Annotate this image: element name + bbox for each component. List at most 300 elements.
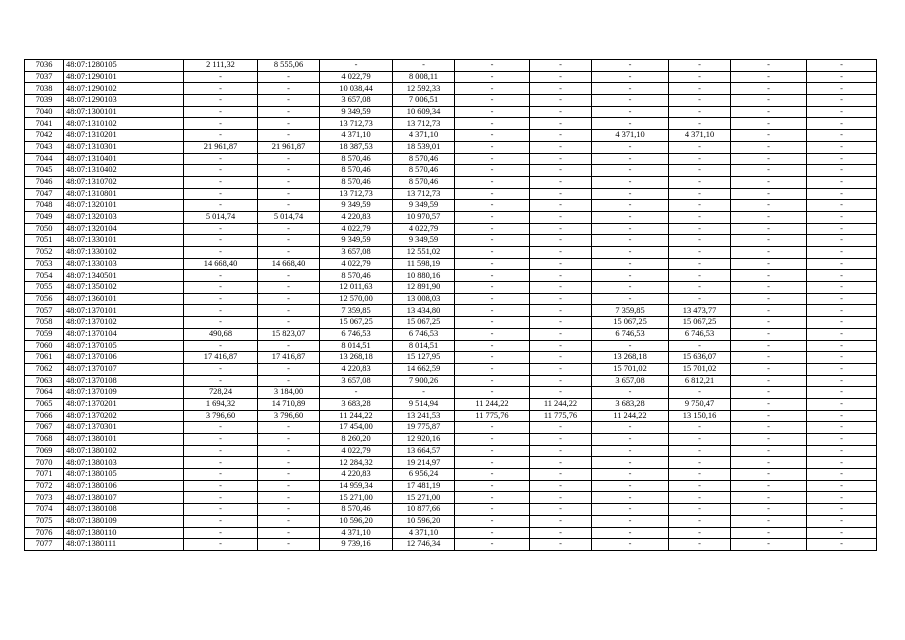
cell-col-6: 10 877,66 <box>393 504 455 516</box>
cell-col-10: 4 371,10 <box>669 130 731 142</box>
cell-col-12: - <box>807 363 877 375</box>
cell-col-8: - <box>530 317 592 329</box>
cell-col-7: 11 244,22 <box>455 398 530 410</box>
cell-col-10: 15 701,02 <box>669 363 731 375</box>
cell-col-4: 3 796,60 <box>258 410 320 422</box>
cell-col-5: 10 038,44 <box>320 83 393 95</box>
cell-col-9: - <box>592 95 669 107</box>
cell-cadastral-number: 48:07:1340501 <box>64 270 184 282</box>
cell-col-6: 13 664,57 <box>393 445 455 457</box>
cell-cadastral-number: 48:07:1310702 <box>64 176 184 188</box>
cell-col-10: 13 473,77 <box>669 305 731 317</box>
table-row <box>25 83 877 95</box>
cell-cadastral-number: 48:07:1370201 <box>64 398 184 410</box>
cell-col-4: 14 668,40 <box>258 258 320 270</box>
cell-col-7: - <box>455 445 530 457</box>
cell-cadastral-number: 48:07:1310401 <box>64 153 184 165</box>
cell-col-12: - <box>807 176 877 188</box>
cell-col-9: - <box>592 200 669 212</box>
cell-cadastral-number: 48:07:1320104 <box>64 223 184 235</box>
cell-col-12: - <box>807 200 877 212</box>
cell-col-8: - <box>530 363 592 375</box>
cell-col-5: 9 739,16 <box>320 539 393 551</box>
cell-col-5: 14 959,34 <box>320 480 393 492</box>
cell-col-10: - <box>669 60 731 72</box>
cell-col-8: - <box>530 130 592 142</box>
cell-col-12: - <box>807 515 877 527</box>
cell-cadastral-number: 48:07:1380106 <box>64 480 184 492</box>
cell-col-10: - <box>669 480 731 492</box>
cell-col-11: - <box>731 293 807 305</box>
table-row <box>25 282 877 294</box>
cell-col-8: - <box>530 352 592 364</box>
cell-col-10: - <box>669 340 731 352</box>
cell-col-9: - <box>592 445 669 457</box>
cell-col-11: - <box>731 165 807 177</box>
cell-col-3: - <box>184 317 258 329</box>
cell-col-3: - <box>184 340 258 352</box>
cell-col-11: - <box>731 352 807 364</box>
cell-col-6: 13 008,03 <box>393 293 455 305</box>
cell-col-10: 6 812,21 <box>669 375 731 387</box>
cell-col-4: - <box>258 363 320 375</box>
cell-cadastral-number: 48:07:1330103 <box>64 258 184 270</box>
table-row <box>25 247 877 259</box>
cell-col-6: 8 570,46 <box>393 153 455 165</box>
table-row <box>25 165 877 177</box>
cell-col-11: - <box>731 200 807 212</box>
cell-col-4: - <box>258 492 320 504</box>
cell-col-9: - <box>592 270 669 282</box>
cell-col-11: - <box>731 410 807 422</box>
cell-col-6: 12 592,33 <box>393 83 455 95</box>
cell-cadastral-number: 48:07:1370104 <box>64 328 184 340</box>
cell-col-9: 15 701,02 <box>592 363 669 375</box>
cell-col-5: 12 011,63 <box>320 282 393 294</box>
cell-col-4: - <box>258 434 320 446</box>
cell-col-7: - <box>455 422 530 434</box>
cell-col-4: - <box>258 200 320 212</box>
cell-col-7: - <box>455 469 530 481</box>
cell-col-4: - <box>258 340 320 352</box>
cell-col-10: - <box>669 247 731 259</box>
table-row <box>25 200 877 212</box>
table-row <box>25 176 877 188</box>
cell-col-12: - <box>807 504 877 516</box>
cell-cadastral-number: 48:07:1330102 <box>64 247 184 259</box>
table-row <box>25 270 877 282</box>
cell-col-6: - <box>393 387 455 399</box>
table-body <box>25 60 877 551</box>
table-row <box>25 130 877 142</box>
cell-cadastral-number: 48:07:1290101 <box>64 71 184 83</box>
table-row <box>25 445 877 457</box>
cell-row-number: 7077 <box>25 539 64 551</box>
cell-col-10: - <box>669 422 731 434</box>
cell-col-7: - <box>455 305 530 317</box>
cell-row-number: 7041 <box>25 118 64 130</box>
cell-cadastral-number: 48:07:1310402 <box>64 165 184 177</box>
cell-col-12: - <box>807 445 877 457</box>
cell-col-10: - <box>669 211 731 223</box>
cell-col-5: 9 349,59 <box>320 106 393 118</box>
table-row <box>25 434 877 446</box>
table-row <box>25 223 877 235</box>
cell-col-11: - <box>731 71 807 83</box>
cell-col-11: - <box>731 340 807 352</box>
table-row <box>25 410 877 422</box>
cell-col-6: - <box>393 60 455 72</box>
cell-col-10: - <box>669 387 731 399</box>
cell-cadastral-number: 48:07:1310201 <box>64 130 184 142</box>
cell-col-7: - <box>455 71 530 83</box>
cell-col-7: - <box>455 223 530 235</box>
cell-col-8: - <box>530 118 592 130</box>
cell-col-10: - <box>669 223 731 235</box>
cell-col-8: - <box>530 176 592 188</box>
cell-col-12: - <box>807 340 877 352</box>
cell-cadastral-number: 48:07:1380108 <box>64 504 184 516</box>
cell-cadastral-number: 48:07:1370301 <box>64 422 184 434</box>
cell-row-number: 7044 <box>25 153 64 165</box>
cell-col-9: - <box>592 469 669 481</box>
cell-col-6: 15 127,95 <box>393 352 455 364</box>
cell-col-6: 19 214,97 <box>393 457 455 469</box>
cell-col-10: - <box>669 153 731 165</box>
cell-col-4: - <box>258 188 320 200</box>
cell-col-4: 21 961,87 <box>258 141 320 153</box>
cell-col-5: 4 022,79 <box>320 223 393 235</box>
cell-col-12: - <box>807 247 877 259</box>
cell-col-6: 13 712,73 <box>393 188 455 200</box>
cell-col-4: - <box>258 515 320 527</box>
cell-row-number: 7043 <box>25 141 64 153</box>
cell-row-number: 7070 <box>25 457 64 469</box>
cell-col-5: 3 657,08 <box>320 95 393 107</box>
cell-cadastral-number: 48:07:1360101 <box>64 293 184 305</box>
cell-col-7: - <box>455 539 530 551</box>
cell-col-9: - <box>592 141 669 153</box>
cell-col-3: - <box>184 422 258 434</box>
cell-col-5: 12 284,32 <box>320 457 393 469</box>
cell-col-3: 17 416,87 <box>184 352 258 364</box>
cell-row-number: 7061 <box>25 352 64 364</box>
cell-row-number: 7045 <box>25 165 64 177</box>
cell-col-6: 4 371,10 <box>393 130 455 142</box>
cell-col-7: - <box>455 387 530 399</box>
cell-col-5: 8 570,46 <box>320 165 393 177</box>
cell-col-9: - <box>592 492 669 504</box>
cell-col-5: 9 349,59 <box>320 200 393 212</box>
cell-col-12: - <box>807 223 877 235</box>
cell-col-8: - <box>530 492 592 504</box>
cell-col-7: - <box>455 352 530 364</box>
cell-col-6: 12 551,02 <box>393 247 455 259</box>
cell-col-3: - <box>184 83 258 95</box>
cell-col-11: - <box>731 106 807 118</box>
cell-col-9: - <box>592 434 669 446</box>
cell-col-12: - <box>807 235 877 247</box>
cell-row-number: 7068 <box>25 434 64 446</box>
cell-col-6: 4 022,79 <box>393 223 455 235</box>
cell-col-7: - <box>455 492 530 504</box>
cell-cadastral-number: 48:07:1380103 <box>64 457 184 469</box>
cell-col-8: - <box>530 95 592 107</box>
cell-col-4: 17 416,87 <box>258 352 320 364</box>
cell-col-3: - <box>184 200 258 212</box>
cell-col-4: - <box>258 422 320 434</box>
cell-col-11: - <box>731 445 807 457</box>
cell-col-3: - <box>184 188 258 200</box>
cell-col-4: - <box>258 83 320 95</box>
cell-col-12: - <box>807 118 877 130</box>
table-row <box>25 492 877 504</box>
cell-cadastral-number: 48:07:1310801 <box>64 188 184 200</box>
cell-col-3: - <box>184 106 258 118</box>
cell-col-6: 7 006,51 <box>393 95 455 107</box>
cell-cadastral-number: 48:07:1380110 <box>64 527 184 539</box>
cell-col-6: 6 746,53 <box>393 328 455 340</box>
cell-col-12: - <box>807 352 877 364</box>
cell-col-4: - <box>258 223 320 235</box>
cell-col-8: - <box>530 282 592 294</box>
table-row <box>25 527 877 539</box>
cell-col-8: - <box>530 515 592 527</box>
cell-col-7: - <box>455 130 530 142</box>
cell-col-5: 4 220,83 <box>320 211 393 223</box>
cell-col-10: - <box>669 282 731 294</box>
table-row <box>25 328 877 340</box>
cell-col-10: - <box>669 469 731 481</box>
table-row <box>25 515 877 527</box>
cell-col-12: - <box>807 188 877 200</box>
cell-col-4: - <box>258 317 320 329</box>
cell-col-9: - <box>592 165 669 177</box>
cell-col-7: - <box>455 375 530 387</box>
cell-col-9: - <box>592 422 669 434</box>
cell-col-12: - <box>807 375 877 387</box>
cell-col-8: - <box>530 504 592 516</box>
cell-col-8: - <box>530 83 592 95</box>
cell-col-5: 8 570,46 <box>320 153 393 165</box>
cell-col-9: 15 067,25 <box>592 317 669 329</box>
cell-col-7: - <box>455 270 530 282</box>
cell-cadastral-number: 48:07:1370106 <box>64 352 184 364</box>
table-row <box>25 153 877 165</box>
cell-row-number: 7071 <box>25 469 64 481</box>
cell-row-number: 7072 <box>25 480 64 492</box>
cell-col-7: - <box>455 457 530 469</box>
table-row <box>25 141 877 153</box>
cell-row-number: 7036 <box>25 60 64 72</box>
cell-col-12: - <box>807 492 877 504</box>
cell-col-3: - <box>184 223 258 235</box>
cell-col-4: - <box>258 527 320 539</box>
cell-row-number: 7058 <box>25 317 64 329</box>
table-row <box>25 457 877 469</box>
data-table <box>24 59 877 551</box>
table-row <box>25 352 877 364</box>
cell-col-4: 8 555,06 <box>258 60 320 72</box>
cell-col-10: - <box>669 118 731 130</box>
cell-col-7: - <box>455 83 530 95</box>
cell-col-9: - <box>592 480 669 492</box>
cell-col-6: 12 746,34 <box>393 539 455 551</box>
cell-col-10: - <box>669 434 731 446</box>
cell-col-3: 5 014,74 <box>184 211 258 223</box>
cell-col-5: 10 596,20 <box>320 515 393 527</box>
cell-row-number: 7040 <box>25 106 64 118</box>
cell-cadastral-number: 48:07:1350102 <box>64 282 184 294</box>
cell-col-9: - <box>592 223 669 235</box>
cell-col-3: - <box>184 539 258 551</box>
cell-row-number: 7039 <box>25 95 64 107</box>
cell-col-11: - <box>731 317 807 329</box>
cell-col-5: 4 220,83 <box>320 469 393 481</box>
cell-col-4: - <box>258 539 320 551</box>
cell-row-number: 7046 <box>25 176 64 188</box>
cell-col-4: - <box>258 305 320 317</box>
cell-col-10: - <box>669 492 731 504</box>
cell-col-12: - <box>807 270 877 282</box>
cell-col-9: - <box>592 118 669 130</box>
cell-col-11: - <box>731 130 807 142</box>
cell-cadastral-number: 48:07:1370109 <box>64 387 184 399</box>
cell-col-9: - <box>592 106 669 118</box>
table-row <box>25 71 877 83</box>
cell-row-number: 7067 <box>25 422 64 434</box>
cell-col-11: - <box>731 176 807 188</box>
table-row <box>25 422 877 434</box>
cell-col-4: - <box>258 235 320 247</box>
cell-cadastral-number: 48:07:1310102 <box>64 118 184 130</box>
cell-col-12: - <box>807 305 877 317</box>
cell-col-7: - <box>455 106 530 118</box>
cell-col-5: 18 387,53 <box>320 141 393 153</box>
cell-col-7: - <box>455 504 530 516</box>
cell-col-11: - <box>731 504 807 516</box>
cell-col-11: - <box>731 188 807 200</box>
cell-col-6: 10 970,57 <box>393 211 455 223</box>
cell-col-10: - <box>669 293 731 305</box>
cell-col-4: - <box>258 176 320 188</box>
cell-col-5: 4 371,10 <box>320 527 393 539</box>
cell-col-12: - <box>807 539 877 551</box>
cell-col-8: - <box>530 188 592 200</box>
cell-col-3: - <box>184 71 258 83</box>
cell-col-4: - <box>258 504 320 516</box>
cell-cadastral-number: 48:07:1310301 <box>64 141 184 153</box>
cell-col-8: - <box>530 71 592 83</box>
cell-col-11: - <box>731 95 807 107</box>
cell-col-3: - <box>184 153 258 165</box>
cell-col-4: - <box>258 375 320 387</box>
cell-cadastral-number: 48:07:1380109 <box>64 515 184 527</box>
cell-col-3: - <box>184 457 258 469</box>
cell-col-4: 3 184,00 <box>258 387 320 399</box>
cell-row-number: 7054 <box>25 270 64 282</box>
cell-col-7: - <box>455 176 530 188</box>
cell-col-9: - <box>592 71 669 83</box>
cell-col-11: - <box>731 235 807 247</box>
cell-col-11: - <box>731 258 807 270</box>
cell-col-8: - <box>530 445 592 457</box>
cell-col-7: - <box>455 515 530 527</box>
cell-col-5: 7 359,85 <box>320 305 393 317</box>
cell-row-number: 7063 <box>25 375 64 387</box>
cell-row-number: 7074 <box>25 504 64 516</box>
cell-col-5: 13 268,18 <box>320 352 393 364</box>
cell-cadastral-number: 48:07:1300101 <box>64 106 184 118</box>
cell-col-9: 13 268,18 <box>592 352 669 364</box>
table-row <box>25 60 877 72</box>
cell-col-5: 4 022,79 <box>320 71 393 83</box>
cell-cadastral-number: 48:07:1380111 <box>64 539 184 551</box>
cell-col-5: 8 570,46 <box>320 504 393 516</box>
cell-col-7: - <box>455 211 530 223</box>
cell-col-8: - <box>530 235 592 247</box>
cell-row-number: 7053 <box>25 258 64 270</box>
cell-col-3: - <box>184 375 258 387</box>
cell-col-11: - <box>731 247 807 259</box>
table-row <box>25 188 877 200</box>
cell-col-8: - <box>530 469 592 481</box>
cell-col-12: - <box>807 422 877 434</box>
cell-col-11: - <box>731 539 807 551</box>
cell-col-3: 2 111,32 <box>184 60 258 72</box>
cell-col-10: - <box>669 71 731 83</box>
cell-col-9: - <box>592 258 669 270</box>
table-row <box>25 293 877 305</box>
cell-cadastral-number: 48:07:1380107 <box>64 492 184 504</box>
cell-col-12: - <box>807 410 877 422</box>
table-row <box>25 387 877 399</box>
cell-col-4: - <box>258 469 320 481</box>
cell-col-11: - <box>731 469 807 481</box>
cell-cadastral-number: 48:07:1370202 <box>64 410 184 422</box>
cell-col-9: - <box>592 282 669 294</box>
table-row <box>25 340 877 352</box>
cell-col-8: - <box>530 527 592 539</box>
table-row <box>25 363 877 375</box>
cell-col-4: 5 014,74 <box>258 211 320 223</box>
cell-col-4: 14 710,89 <box>258 398 320 410</box>
cell-col-10: - <box>669 95 731 107</box>
cell-col-3: 14 668,40 <box>184 258 258 270</box>
table-row <box>25 106 877 118</box>
cell-row-number: 7056 <box>25 293 64 305</box>
cell-col-8: - <box>530 480 592 492</box>
cell-col-4: - <box>258 247 320 259</box>
cell-col-4: - <box>258 118 320 130</box>
cell-col-9: 4 371,10 <box>592 130 669 142</box>
cell-col-4: - <box>258 165 320 177</box>
table-row <box>25 258 877 270</box>
cell-col-10: - <box>669 457 731 469</box>
cell-col-8: - <box>530 60 592 72</box>
cell-col-6: 9 349,59 <box>393 235 455 247</box>
cell-col-10: - <box>669 504 731 516</box>
cell-col-10: - <box>669 165 731 177</box>
cell-cadastral-number: 48:07:1280105 <box>64 60 184 72</box>
cell-col-3: - <box>184 282 258 294</box>
cell-col-4: - <box>258 71 320 83</box>
cell-col-7: - <box>455 434 530 446</box>
cell-col-7: - <box>455 317 530 329</box>
cell-col-5: - <box>320 387 393 399</box>
cell-col-12: - <box>807 258 877 270</box>
cell-col-6: 8 014,51 <box>393 340 455 352</box>
